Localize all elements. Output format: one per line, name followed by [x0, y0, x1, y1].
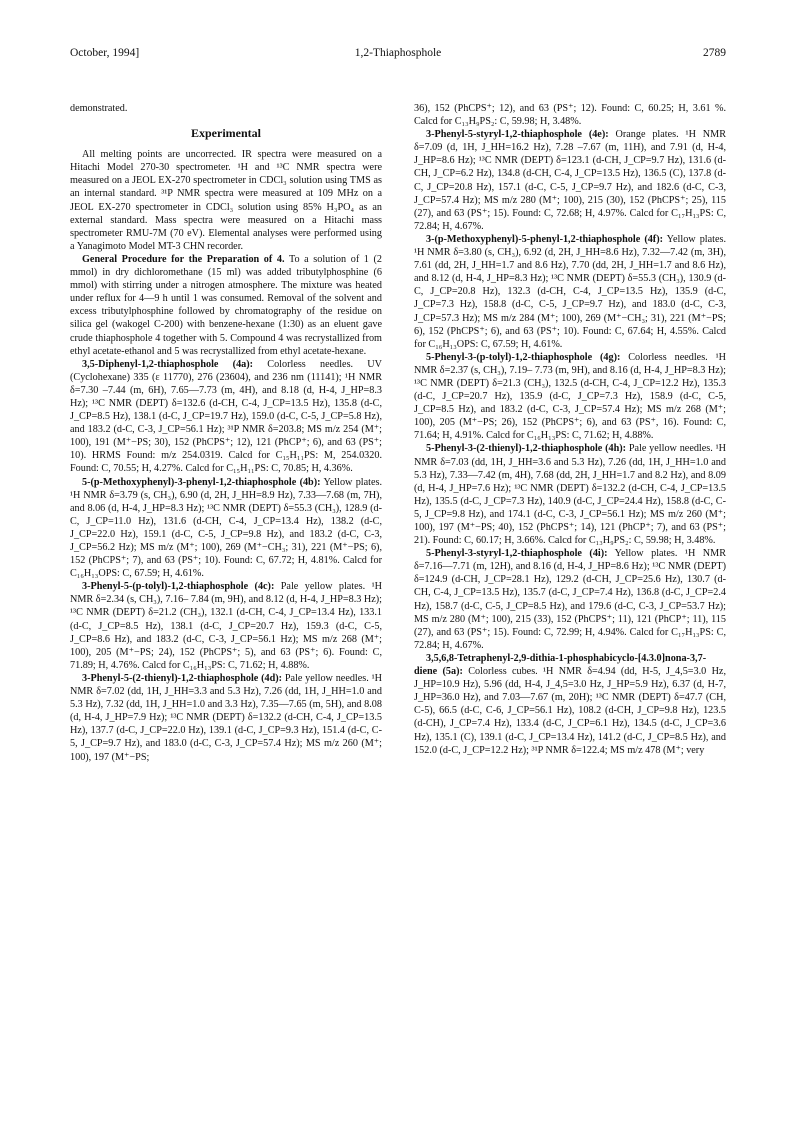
compound-id: (4a): — [232, 358, 254, 370]
page-number: 2789 — [703, 47, 726, 59]
header-date: October, 1994] — [70, 47, 140, 59]
compound-name: 3-Phenyl-5-(p-tolyl)-1,2-thiaphosphole — [82, 581, 249, 593]
compound-id: (4f): — [644, 233, 663, 245]
general-methods: All melting points are uncorrected. IR spectra were measured on a Hitachi Model 270-30 spectrometer. ¹H and ¹³C NMR spectra were measured on a JEOL EX-270 spectrometer in CDCl₃ solution using TMS as an internal standard. ³¹P NMR spectra were measured at 109 MHz on a JEOL EX-270 spectrometer in CDCl₃ solution using 85% H₃PO₄ as an external standard. Mass spectra were measured on a Hitachi mass spectrometer RMU-7M (70 eV). Elemental analyses were performed using a Yanagimoto Model MT-3 CHN recorder. — [70, 149, 382, 252]
compound-name: 5-Phenyl-3-(p-tolyl)-1,2-thiaphosphole — [426, 351, 593, 363]
compound-data: Colorless cubes. ¹H NMR δ=4.94 (dd, H-5, J_4,5=3.0 Hz, J_HP=10.9 Hz), 5.96 (dd, H-4, J_4,5=3.0 Hz, J_HP=5.9 Hz), 6.37 (d, H-7, J_HP=36.0 Hz), and 7.03—7.67 (m, 20H); ¹³C NMR (DEPT) δ=47.7 (CH, C-5), 66.5 (d-C, C-6, J_CP=56.1 Hz), 108.2 (d-CH, J_CP=9.8 Hz), 123.5 (d-CH), J_CP=7.4 Hz), 133.4 (d-C, J_CP=6.1 Hz), 134.5 (d-C, J_CP=3.6 Hz), 135.1 (C), 139.1 (d-C, J_CP=13.4 Hz), 141.2 (d-C, J_CP=8.5 Hz), and 152.0 (d-C, J_CP=12.2 Hz); ³¹P NMR δ=122.4; MS m/z 478 (M⁺; very — [414, 666, 726, 756]
compound-id: (4b): — [299, 476, 321, 488]
compound-data: Colorless needles. ¹H NMR δ=2.37 (s, CH₃), 7.19– 7.73 (m, 9H), and 8.16 (d, H-4, J_HP=8.3 Hz); ¹³C NMR (DEPT) δ=21.3 (CH₃), 132.5 (d-CH, C-4, J_CP=12.2 Hz), 135.3 (d-C, J_CP=20.7 Hz), 135.9 (d-C, J_CP=7.3 Hz), 158.9 (d-C, C-5, J_CP=8.5 Hz), and 183.2 (d-C, C-3, J_CP=57.4 Hz); MS m/z 268 (M⁺; 100), 205 (M⁺−PS; 26), 152 (PhCPS⁺; 6), and 63 (PS⁺, 16). Found: C, 71.64; H, 4.91%. Calcd for C₁₆H₁₃PS: C, 71.62; H, 4.88%. — [414, 351, 726, 442]
compound-entry — [414, 233, 726, 351]
compound-name: 5-(p-Methoxyphenyl)-3-phenyl-1,2-thiaphosphole — [82, 476, 297, 488]
right-column — [414, 102, 726, 757]
compound-entry — [414, 547, 726, 652]
compound-entry — [70, 672, 382, 764]
compound-data: Pale yellow needles. ¹H NMR δ=7.03 (dd, 1H, J_HH=3.6 and 5.3 Hz), 7.26 (dd, 1H, J_HH=1.0 and 5.3 Hz), 7.33—7.42 (m, 4H), 7.68 (dd, 2H, J_HH=1.7 and 8.2 Hz), and 8.09 (d, H-4, J_HP=7.6 Hz); ¹³C NMR (DEPT) δ=132.2 (d-CH, C-4, J_CP=13.5 Hz), 135.5 (d-C, J_CP=7.3 Hz), 140.9 (d-C, J_CP=24.4 Hz), 158.8 (d-C, C-5, J_CP=9.8 Hz), and 174.1 (d-C, C-3, J_CP=56.1 Hz); MS m/z 260 (M⁺; 100), 197 (M⁺−PS; 40), 152 (PhCPS⁺; 14), 121 (PhCP⁺; 7), and 63 (PS⁺; 21). Found: C, 60.17; H, 3.66%. Calcd for C₁₃H₉PS₂: C, 59.98; H, 3.48%. — [414, 443, 726, 547]
procedure-title: General Procedure for the Preparation of 4. — [82, 253, 285, 265]
compound-name: 3-(p-Methoxyphenyl)-5-phenyl-1,2-thiaphosphole — [426, 233, 641, 245]
section-heading: Experimental — [191, 126, 261, 141]
compound-name: 3,5,6,8-Tetraphenyl-2,9-dithia-1-phosphabicyclo-[4.3.0]nona-3,7-diene — [414, 652, 707, 678]
compound-name: 3-Phenyl-5-styryl-1,2-thiaphosphole — [426, 129, 582, 141]
compound-entry — [70, 580, 382, 672]
compound-id: (4h): — [605, 443, 627, 455]
compound-entry — [414, 128, 726, 233]
compound-data: Yellow plates. ¹H NMR δ=3.80 (s, CH₃), 6.92 (d, 2H, J_HH=8.6 Hz), 7.32—7.42 (m, 3H), 7.61 (dd, 2H, J_HH=1.7 and 8.6 Hz), 7.70 (dd, 2H, J_HH=1.7 and 8.6 Hz), and 8.12 (d, H-4, J_HP=8.3 Hz); ¹³C NMR (DEPT) δ=55.3 (CH₃), 130.9 (d-C, J_CP=20.8 Hz), 132.3 (d-CH, C-4, J_CP=13.5 Hz), 135.9 (d-C, J_CP=7.3 Hz), 158.8 (d-C, C-5, J_CP=9.7 Hz), and 183.0 (d-C, C-3, J_CP=57.3 Hz); MS m/z 284 (M⁺; 100), 269 (M⁺−CH₃; 31), 221 (M⁺−PS; 6), 152 (PhCPS⁺; 6), and 63 (PS⁺; 10). Found: C, 67.64; H, 4.55%. Calcd for C₁₆H₁₃OPS: C, 67.59; H, 4.61%. — [414, 233, 727, 350]
compound-id: (4c): — [254, 581, 275, 593]
compound-data: Pale yellow needles. ¹H NMR δ=7.02 (dd, 1H, J_HH=3.3 and 5.3 Hz), 7.26 (dd, 1H, J_HH=1.0 and 5.3 Hz), 7.32 (dd, 1H, J_HH=1.0 and 3.3 Hz), 7.35—7.65 (m, 5H), and 8.08 (d, H-4, J_HP=7.9 Hz); ¹³C NMR (DEPT) δ=132.2 (d-CH, C-4, J_CP=13.5 Hz), 137.7 (d-C, J_CP=22.0 Hz), 139.1 (d-C, J_CP=9.3 Hz), 151.4 (d-C, C-5, J_CP=9.7 Hz), and 183.0 (d-C, C-3, J_CP=57.4 Hz); MS m/z 260 (M⁺; 100), 197 (M⁺−PS; — [70, 672, 382, 763]
running-header — [70, 47, 726, 63]
compound-id: (4i): — [589, 548, 608, 560]
general-procedure — [70, 253, 382, 358]
compound-name: 3,5-Diphenyl-1,2-thiaphosphole — [82, 358, 219, 370]
compound-entry — [414, 442, 726, 547]
continuation-text: 36), 152 (PhCPS⁺; 12), and 63 (PS⁺; 12). Found: C, 60.25; H, 3.61 %. Calcd for C₁₃H₉PS₂: C, 59.98; H, 3.48%. — [414, 103, 726, 128]
compound-data: Colorless needles. UV (Cyclohexane) 335 (ε 11770), 276 (23604), and 236 nm (11141); ¹H NMR δ=7.30 –7.44 (m, 6H), 7.65—7.73 (m, 4H), and 8.18 (d, H-4, J_HP=8.3 Hz); ¹³C NMR (DEPT) δ=132.6 (d-CH, C-4, J_CP=13.5 Hz), 135.8 (d-C, J_CP=8.5 Hz), 138.1 (d-C, J_CP=19.7 Hz), 159.0 (d-C, C-5, J_CP=5.8 Hz), and 183.2 (d-C, C-3, J_CP=56.1 Hz); ³¹P NMR δ=203.8; MS m/z 254 (M⁺; 100), 191 (M⁺−PS; 30), 152 (PhCPS⁺; 12), 121 (PhCP⁺; 6), and 63 (PS⁺; 10). HRMS Found: m/z 254.0319. Calcd for C₁₅H₁₁PS: M, 254.0320. Found: C, 70.55; H, 4.27%. Calcd for C₁₅H₁₁PS: C, 70.85; H, 4.36%. — [70, 358, 383, 475]
compound-entry — [414, 351, 726, 443]
compound-entry — [70, 476, 382, 581]
compound-id: (4d): — [261, 672, 283, 684]
compound-entry — [414, 652, 726, 757]
left-column — [70, 102, 382, 764]
intro-fragment: demonstrated. — [70, 103, 128, 114]
compound-data: Yellow plates. ¹H NMR δ=7.16—7.71 (m, 12H), and 8.16 (d, H-4, J_HP=8.6 Hz); ¹³C NMR (DEPT) δ=124.9 (d-CH, J_CP=28.1 Hz), 129.2 (d-CH, J_CP=25.6 Hz), 130.7 (d-CH, C-4, J_CP=13.5 Hz), 135.7 (d-C, J_CP=7.4 Hz), 136.8 (d-C, J_CP=2.4 Hz), 158.7 (d-C, C-5, J_CP=8.5 Hz), and 179.6 (d-C, C-3, J_CP=53.7 Hz); MS m/z 280 (M⁺; 100), 215 (33), 152 (PhCPS⁺; 11), 121 (PhCP⁺; 11), 115 (27), and 63 (PS⁺; 15). Found: C, 72.99; H, 4.94%. Calcd for C₁₇H₁₃PS: C, 72.84; H, 4.67%. — [414, 548, 726, 651]
compound-id: (5a): — [442, 666, 463, 678]
compound-id: (4e): — [588, 129, 609, 141]
compound-name: 5-Phenyl-3-(2-thienyl)-1,2-thiaphosphole — [426, 443, 603, 455]
compound-entry — [70, 358, 382, 476]
compound-data: Pale yellow plates. ¹H NMR δ=2.34 (s, CH₃), 7.16– 7.84 (m, 9H), and 8.12 (d, H-4, J_HP=8.3 Hz); ¹³C NMR (DEPT) δ=21.2 (CH₃), 132.1 (d-CH, C-4, J_CP=13.4 Hz), 133.1 (d-C, J_CP=8.5 Hz), 138.1 (d-C, J_CP=20.7 Hz), 159.3 (d-C, C-5, J_CP=8.6 Hz), and 183.2 (d-C, C-3, J_CP=56.1 Hz); MS m/z 268 (M⁺; 100), 205 (M⁺−PS; 24), 152 (PhCPS⁺; 5), and 63 (PS⁺; 6). Found: C, 71.89; H, 4.76%. Calcd for C₁₆H₁₃PS: C, 71.62; H, 4.88%. — [70, 581, 382, 671]
compound-id: (4g): — [600, 351, 621, 363]
procedure-text: To a solution of 1 (2 mmol) in dry dichloromethane (15 ml) was added tributylphosphine (6 mmol) with stirring under a nitrogen atmosphere. The mixture was heated under reflux for 4—9 h until 1 was consumed. Removal of the solvent and excess tributylphosphine followed by chromatography of the residue on silica gel (wakogel C-200) with benzene-hexane (1:30) as an eluent gave crude thiaphosphole 4 together with 5. Compound 4 was recrystallized from ethyl acetate-ethanol and 5 was recrystallized from ethyl acetate-hexane. — [70, 253, 382, 357]
header-title: 1,2-Thiaphosphole — [354, 47, 442, 59]
compound-data: Yellow plates. ¹H NMR δ=3.79 (s, CH₃), 6.90 (d, 2H, J_HH=8.9 Hz), 7.33—7.68 (m, 7H), and 8.06 (d, H-4, J_HP=8.3 Hz); ¹³C NMR (DEPT) δ=55.3 (CH₃), 128.9 (d-C, J_CP=11.0 Hz), 131.6 (d-CH, C-4, J_CP=13.4 Hz), 138.2 (d-C, J_CP=22.0 Hz), 159.1 (d-C, C-5, J_CP=9.8 Hz), and 183.2 (d-C, C-3, J_CP=56.2 Hz); MS m/z (M⁺; 100), 269 (M⁺−CH₃; 31), 221 (M⁺−PS; 6), 152 (PhCPS⁺; 7), and 63 (PS⁺; 10). Found: C, 67.72; H, 4.81%. Calcd for C₁₆H₁₃OPS: C, 67.59; H, 4.61%. — [70, 476, 383, 580]
compound-name: 5-Phenyl-3-styryl-1,2-thiaphosphole — [426, 548, 582, 560]
compound-name: 3-Phenyl-5-(2-thienyl)-1,2-thiaphosphole — [82, 672, 259, 684]
compound-data: Orange plates. ¹H NMR δ=7.09 (d, 1H, J_HH=16.2 Hz), 7.28 –7.67 (m, 11H), and 7.91 (d, H-4, J_HP=8.6 Hz); ¹³C NMR (DEPT) δ=123.1 (d-CH, J_CP=9.7 Hz), 131.6 (d-CH, J_CP=6.2 Hz), 134.8 (d-CH, C-4, J_CP=13.5 Hz), 136.5 (C), 137.8 (d-C, J_CP=20.8 Hz), 157.1 (d-C, C-5, J_CP=9.7 Hz), and 182.6 (d-C, C-3, J_CP=57.4 Hz); MS m/z 280 (M⁺; 100), 215 (30), 152 (PhCPS⁺; 25), 115 (27), and 63 (PS⁺; 15). Found: C, 72.68; H, 4.97%. Calcd for C₁₇H₁₃PS: C, 72.84; H, 4.67%. — [414, 129, 727, 232]
